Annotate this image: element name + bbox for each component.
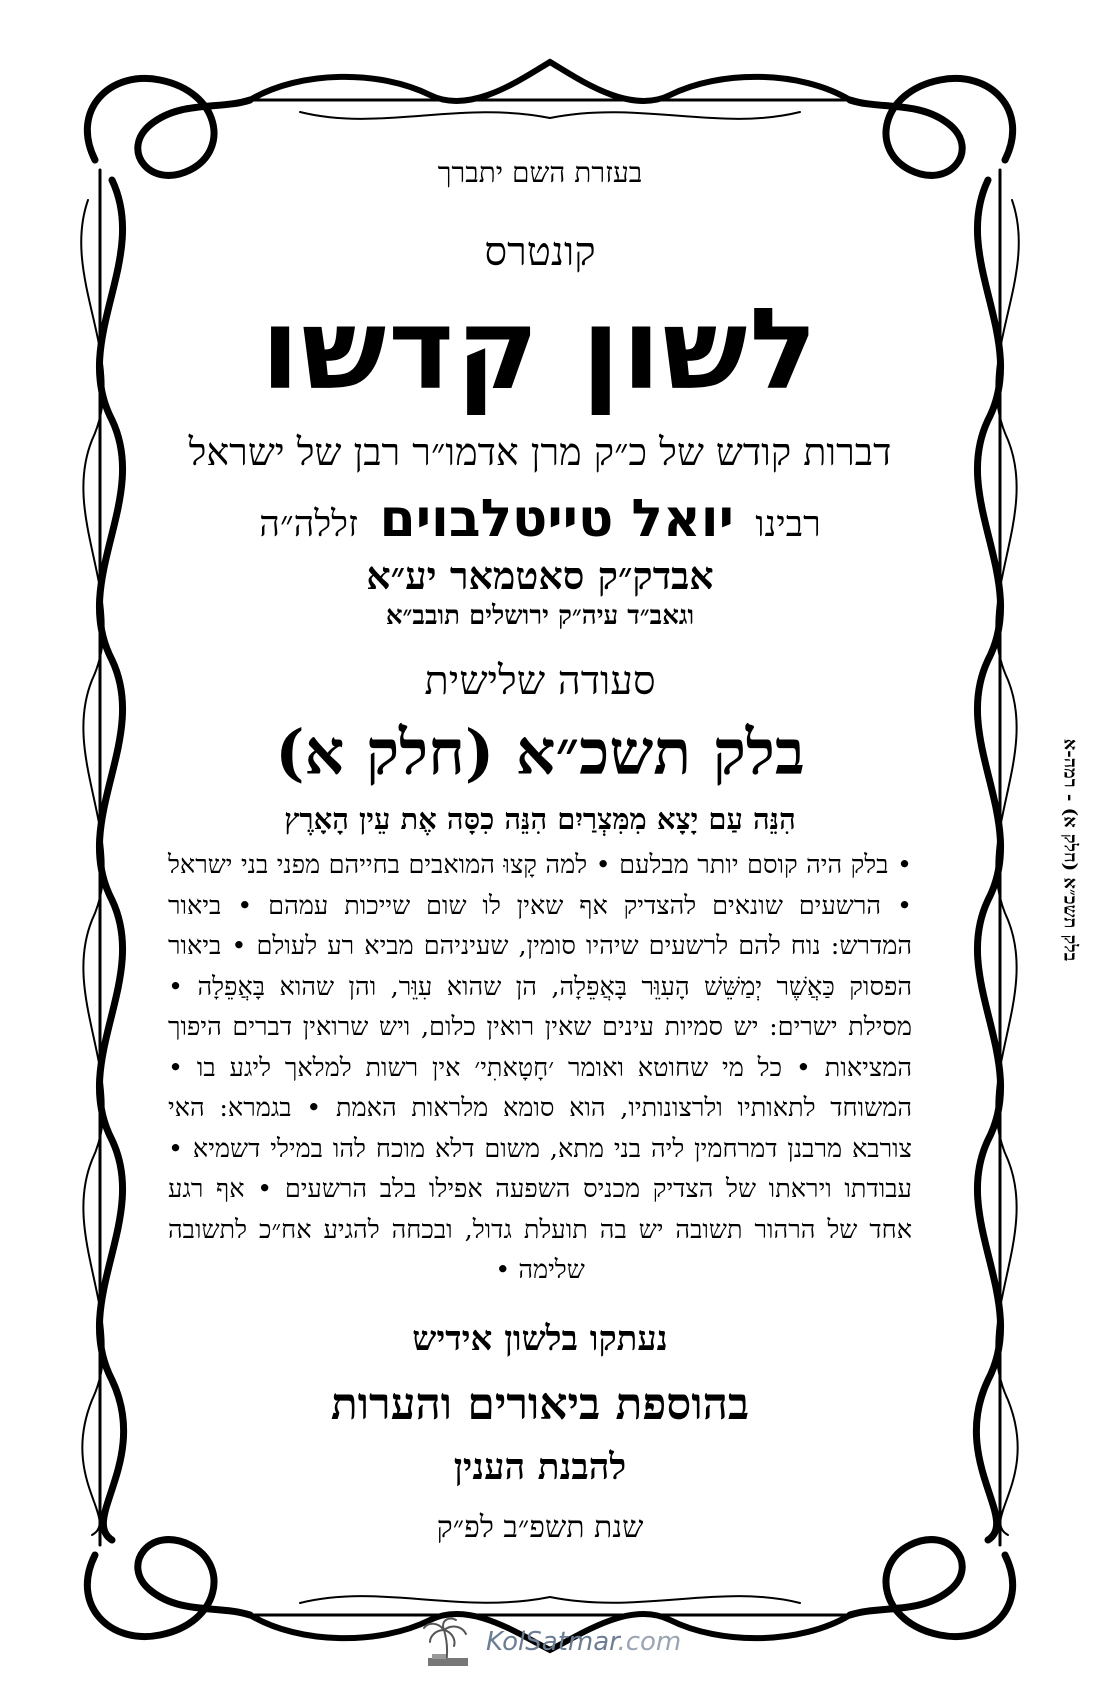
- summary-text: • בלק היה קוסם יותר מבלעם • למה קָצוּ המואבים בחייהם מפני בני ישראל • הרשעים שונאים להצדיק אף שאין לו שום שייכות עמהם • ביאור המדרש: נוח להם לרשעים שיהיו סומין, שעיניהם מביא רע לעולם • ביאור הפסוק כַּאֲשֶׁר יְמַשֵּׁשׁ הָעִוֵּר בָּאֲפֵלָה, הן שהוא עִוֵּר, והן שהוא בָּאֲפֵלָה • מסילת ישרים: יש סמיות עינים שאין רואין כלום, ויש שרואין דברים היפוך המציאות • כל מי שחוטא ואומר ׳חָטָאתִי׳ אין רשות למלאך ליגע בו • המשוחד לתאותיו ולרצונותיו, הוא סומא מלראות האמת • בגמרא: האי צורבא מרבנן דמרחמין ליה בני מתא, משום דלא מוכח להו במילי דשמיא • עבודתו ויראתו של הצדיק מכניס השפעה אפילו בלב הרשעים • אף רגע אחד של הרהור תשובה יש בה תועלת גדול, ובכחה להגיע אח״כ לתשובה שלימה •: [168, 850, 912, 1286]
- author-prefix: רבינו: [755, 504, 821, 546]
- site-logo: [420, 1612, 720, 1672]
- verse: הִנֵּה עַם יָצָא מִמִּצְרַיִם הִנֵּה כִסָּה אֶת עֵין הָאָרֶץ: [284, 802, 796, 837]
- site-brand: KolSatmar: [486, 1627, 618, 1657]
- palm-tree-icon: [420, 1614, 476, 1670]
- author-name: יואל טייטלבוים: [379, 489, 734, 550]
- rabbi-title-secondary: וגאב״ד עיה״ק ירושלים תובב״א: [385, 601, 695, 632]
- translation-note: נעתקו בלשון אידיש: [412, 1318, 668, 1359]
- parsha-title: בלק תשכ״א (חלק א): [275, 716, 805, 790]
- site-name: [486, 1627, 681, 1657]
- invocation: בעזרת השם יתברך: [437, 156, 643, 189]
- rabbi-title: אבדק״ק סאטמאר יע״א: [366, 553, 714, 599]
- subtitle: דברות קודש של כ״ק מרן אדמו״ר רבן של ישראל: [188, 430, 892, 475]
- publication-year: שנת תשפ״ב לפ״ק: [436, 1509, 644, 1545]
- side-label: בלק תשכ״א (חלק א) - רמה-א: [1059, 738, 1081, 962]
- explanations-note: בהוספת ביאורים והערות: [330, 1378, 750, 1430]
- site-tld: .com: [617, 1627, 682, 1657]
- seudah-label: סעודה שלישית: [424, 658, 656, 705]
- kuntres-label: קונטרס: [484, 229, 596, 275]
- book-title: לשון קדשו: [260, 285, 820, 415]
- author-line: [140, 489, 940, 549]
- understanding-note: להבנת הענין: [453, 1445, 627, 1488]
- title-page: [140, 150, 940, 1570]
- author-suffix: זללה״ה: [259, 504, 359, 546]
